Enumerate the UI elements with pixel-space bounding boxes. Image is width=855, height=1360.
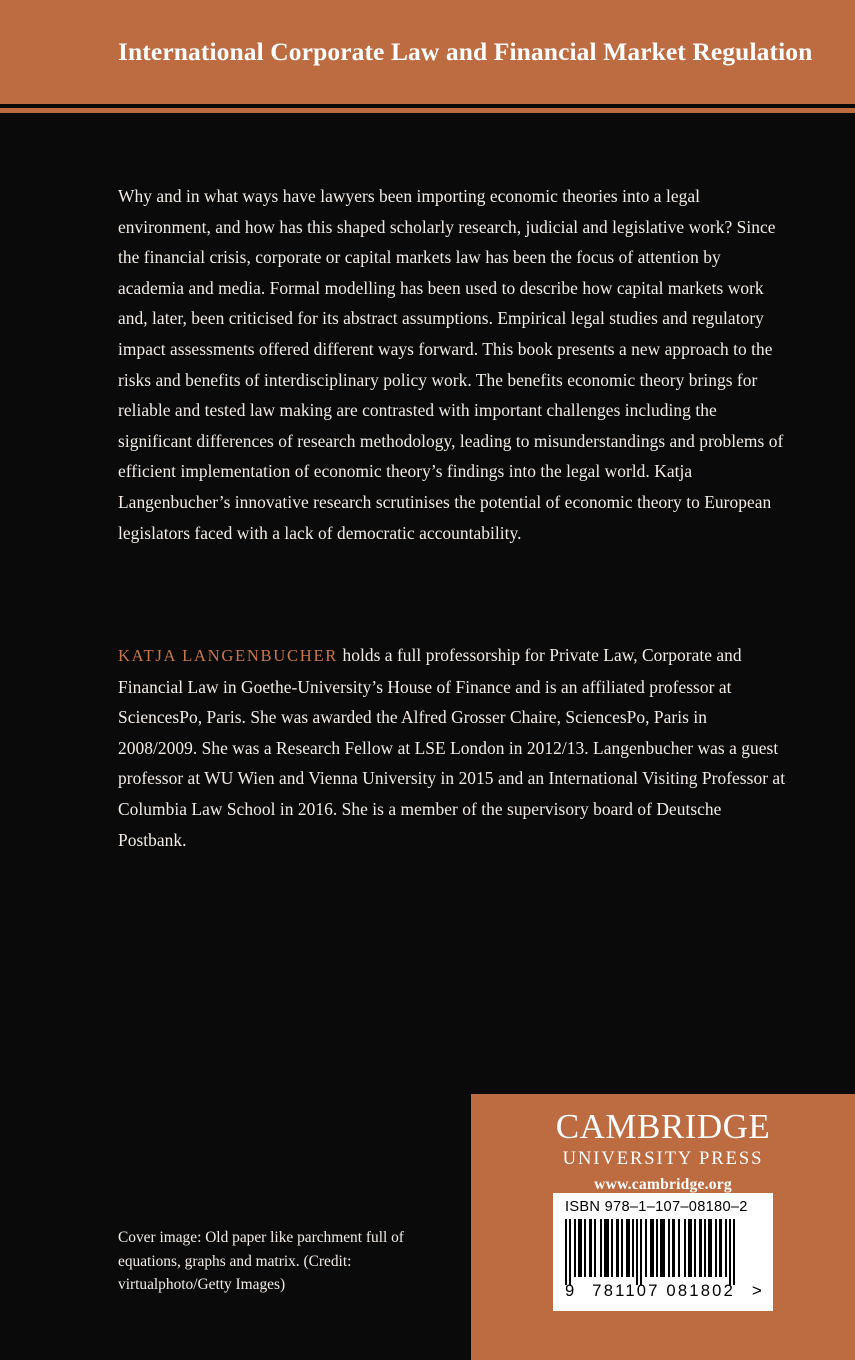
- barcode-digit-tail: >: [751, 1281, 763, 1300]
- publisher-name-line1: CAMBRIDGE: [555, 1107, 771, 1146]
- author-bio-text: holds a full professorship for Private Law, Corporate and Financial Law in Goethe-University’s House of Finance and is an affiliated professor at SciencesPo, Paris. She was awarded the Alfred Grosser Chaire, SciencesPo, Paris in 2008/2009. She was a Research Fellow at LSE London in 2012/13. Langenbucher was a guest professor at WU Wien and Vienna University in 2015 and an International Visiting Professor at Columbia Law School in 2016. She is a member of the supervisory board of Deutsche Postbank.: [118, 645, 786, 850]
- barcode-digit-lead: 9: [565, 1281, 576, 1300]
- book-blurb: Why and in what ways have lawyers been importing economic theories into a legal environment, and how has this shaped scholarly research, judicial and legislative work? Since the financial crisis, corporate or capital markets law has been the focus of attention by academia and media. Formal modelling has been used to describe how capital markets work and, later, been criticised for its abstract assumptions. Empirical legal studies and regulatory impact assessments offered different ways forward. This book presents a new approach to the risks and benefits of interdisciplinary policy work. The benefits economic theory brings for reliable and tested law making are contrasted with important challenges including the significant differences of research methodology, leading to misunderstandings and problems of efficient implementation of economic theory’s findings into the legal world. Katja Langenbucher’s innovative research scrutinises the potential of economic theory to European legislators faced with a lack of democratic accountability.: [118, 186, 784, 543]
- barcode-digits: [553, 1281, 773, 1301]
- barcode-bars: [565, 1219, 767, 1285]
- author-bio-paragraph: [118, 640, 786, 855]
- book-title: International Corporate Law and Financial Market Regulation: [118, 36, 813, 66]
- publisher-logo: [471, 1108, 855, 1194]
- isbn-label: ISBN 978–1–107–08180–2: [565, 1199, 748, 1215]
- divider-rule-dark-bottom: [0, 113, 855, 117]
- publisher-website: www.cambridge.org: [594, 1176, 732, 1193]
- author-name: KATJA LANGENBUCHER: [118, 646, 339, 665]
- publisher-name-line2: UNIVERSITY PRESS: [562, 1148, 764, 1169]
- barcode-digit-main: 781107 081802: [592, 1281, 736, 1300]
- cover-image-credit: Cover image: Old paper like parchment full of equations, graphs and matrix. (Credit: virtualphoto/Getty Images): [118, 1229, 404, 1293]
